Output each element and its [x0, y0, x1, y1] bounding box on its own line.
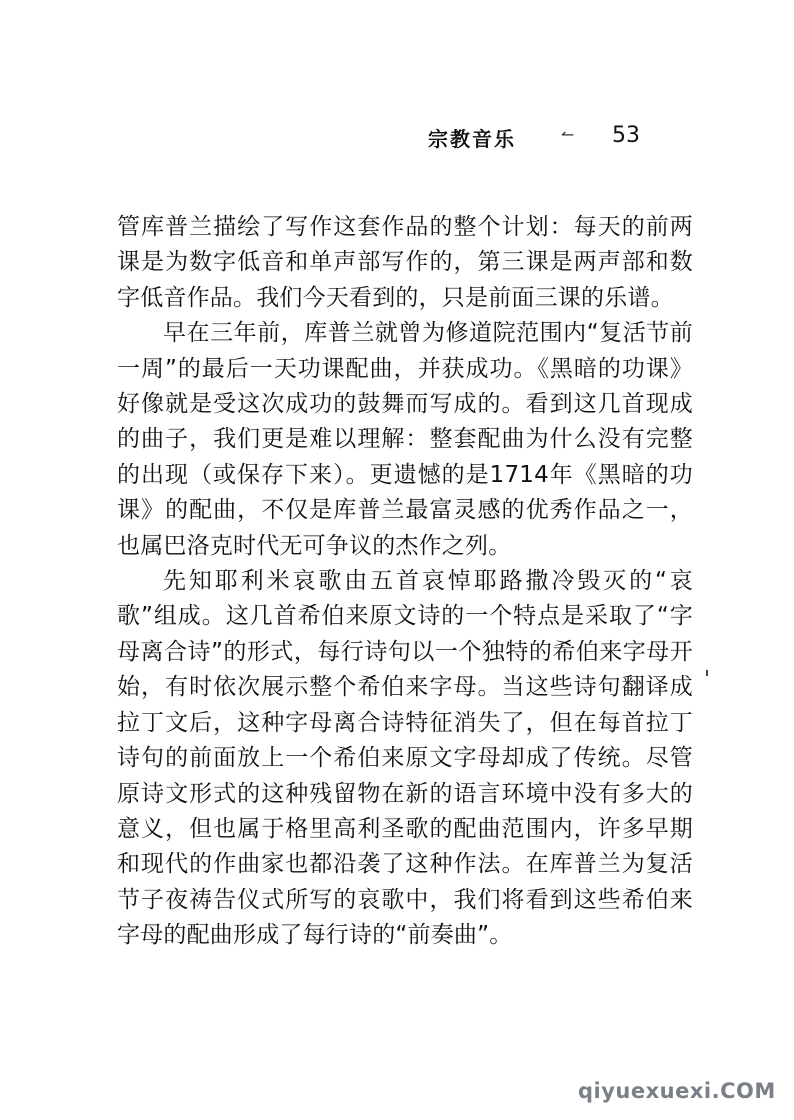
- paragraph-3: 先知耶利米哀歌由五首哀悼耶路撒冷毁灭的“哀歌”组成。这几首希伯来原文诗的一个特点是采取了“字母离合诗”的形式，每行诗句以一个独特的希伯来字母开始，有时依次展示整个希伯来字母。当这些诗句翻译成拉丁文后，这种字母离合诗特征消失了，但在每首拉丁诗句的前面放上一个希伯来原文字母却成了传统。尽管原诗文形式的这种残留物在新的语言环境中没有多大的意义，但也属于格里高利圣歌的配曲范围内，许多早期和现代的作曲家也都沿袭了这种作法。在库普兰为复活节子夜祷告仪式所写的哀歌中，我们将看到这些希伯来字母的配曲形成了每行诗的“前奏曲”。: [117, 568, 693, 949]
- margin-mark: [706, 670, 708, 676]
- page-number: 53: [612, 123, 640, 148]
- running-head: [428, 123, 658, 153]
- running-title: 宗教音乐: [428, 127, 516, 151]
- ornament-icon: ↼: [561, 125, 575, 144]
- watermark: qiyuexuexi.COM: [578, 1079, 776, 1103]
- paragraph-2: 早在三年前，库普兰就曾为修道院范围内“复活节前一周”的最后一天功课配曲，并获成功。《黑暗的功课》好像就是受这次成功的鼓舞而写成的。看到这几首现成的曲子，我们更是难以理解：整套配曲为什么没有完整的出现（或保存下来）。更遗憾的是1714年《黑暗的功课》的配曲，不仅是库普兰最富灵感的优秀作品之一，也属巴洛克时代无可争议的杰作之列。: [117, 320, 693, 559]
- body-text: [117, 210, 693, 954]
- paragraph-1: 管库普兰描绘了写作这套作品的整个计划：每天的前两课是为数字低音和单声部写作的，第三课是两声部和数字低音作品。我们今天看到的，只是前面三课的乐谱。: [117, 214, 693, 311]
